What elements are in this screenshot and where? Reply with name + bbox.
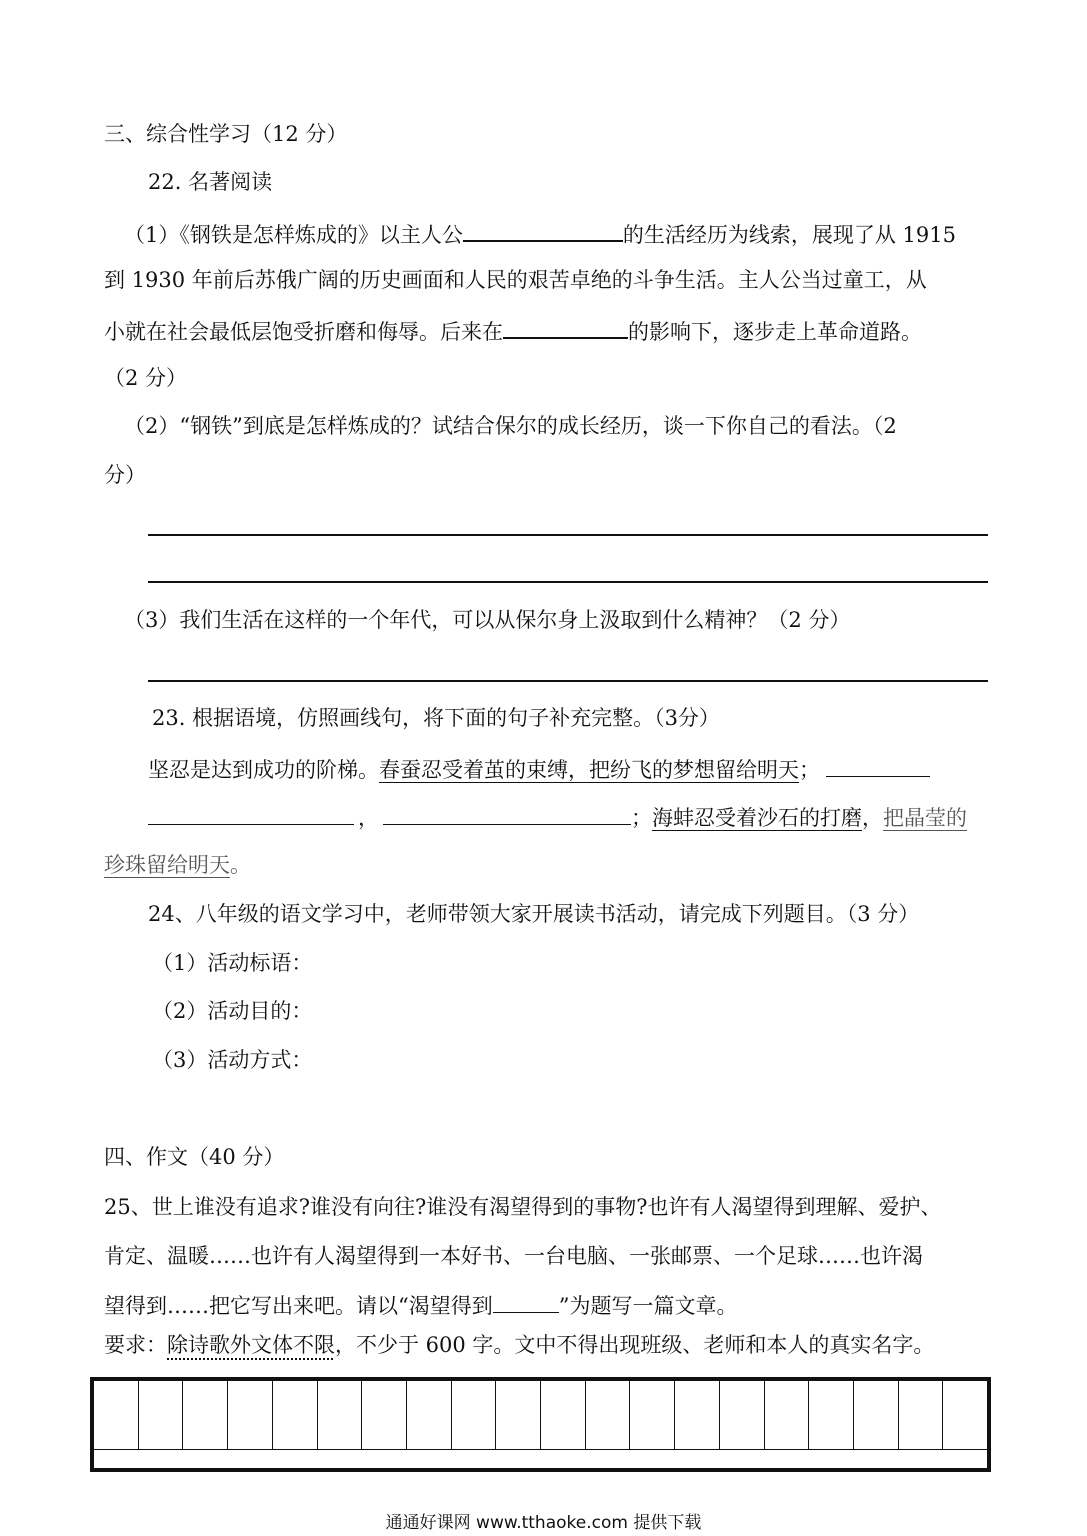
question-25-line-1: 25、世上谁没有追求?谁没有向往?谁没有渴望得到的事物?也许有人渴望得到理解、爱护、 [104, 1195, 942, 1219]
grid-cell[interactable] [362, 1381, 407, 1449]
grid-cell[interactable] [273, 1381, 318, 1449]
composition-grid-row [94, 1381, 987, 1450]
grid-cell[interactable] [854, 1381, 899, 1449]
grid-cell[interactable] [183, 1381, 228, 1449]
question-25-line-3 [104, 1290, 737, 1320]
question-22-part-2-line-1: （2）“钢铁”到底是怎样炼成的？试结合保尔的成长经历，谈一下你自己的看法。（2 [124, 414, 897, 438]
q23-comma-2: ， [862, 806, 883, 830]
q22-p1-text-b: 的生活经历为线索，展现了从 1915 [622, 223, 956, 247]
question-24-item-3: （3）活动方式： [152, 1048, 313, 1072]
q23-semicolon-2: ； [631, 806, 652, 830]
question-22-part-1-line-3 [104, 315, 922, 346]
question-22-part-1-score: （2 分） [104, 366, 188, 390]
page-footer: 通通好课网 www.tthaoke.com 提供下载 [385, 1513, 702, 1533]
q22-p1-text-a: （1）《钢铁是怎样炼成的》以主人公 [124, 223, 463, 247]
grid-cell[interactable] [496, 1381, 541, 1449]
grid-cell[interactable] [318, 1381, 363, 1449]
q23-model-sentence: 春蚕忍受着茧的束缚，把纷飞的梦想留给明天 [379, 758, 799, 782]
question-24-item-1: （1）活动标语： [152, 951, 313, 975]
protagonist-name-blank[interactable] [463, 218, 623, 242]
q25-req-emphasis: 除诗歌外文体不限 [167, 1333, 335, 1357]
question-22-title: 22. 名著阅读 [148, 170, 273, 194]
grid-cell[interactable] [407, 1381, 452, 1449]
q23-semicolon: ； [799, 758, 820, 782]
q23-underlined-3a: 把晶莹的 [883, 806, 967, 830]
q22-p1-line3-b: 的影响下，逐步走上革命道路。 [628, 320, 922, 344]
grid-cell[interactable] [452, 1381, 497, 1449]
grid-cell[interactable] [630, 1381, 675, 1449]
grid-cell[interactable] [94, 1381, 139, 1449]
q25-line3-a: 望得到……把它写出来吧。请以“渴望得到 [104, 1294, 493, 1318]
question-24-title: 24、八年级的语文学习中，老师带领大家开展读书活动，请完成下列题目。（3 分） [148, 902, 920, 926]
grid-cell[interactable] [675, 1381, 720, 1449]
section-4-heading: 四、作文（40 分） [104, 1145, 285, 1169]
grid-cell[interactable] [899, 1381, 944, 1449]
question-23-title: 23. 根据语境，仿照画线句，将下面的句子补充完整。（3分） [152, 706, 720, 730]
grid-cell[interactable] [765, 1381, 810, 1449]
composition-grid[interactable] [90, 1377, 991, 1472]
question-24-item-2: （2）活动目的： [152, 999, 313, 1023]
grid-cell[interactable] [943, 1381, 987, 1449]
q25-req-label: 要求： [104, 1333, 167, 1357]
question-22-part-2-line-2: 分） [104, 463, 146, 487]
q25-req-rest: ，不少于 600 字。文中不得出现班级、老师和本人的真实名字。 [335, 1333, 935, 1357]
q23-blank-1[interactable] [826, 754, 930, 777]
grid-cell[interactable] [541, 1381, 586, 1449]
question-22-part-3: （3）我们生活在这样的一个年代，可以从保尔身上汲取到什么精神？（2 分） [124, 608, 851, 632]
grid-cell[interactable] [809, 1381, 854, 1449]
question-23-line-2 [148, 802, 967, 832]
q23-comma: ， [358, 806, 379, 830]
q23-underlined-2: 海蚌忍受着沙石的打磨 [652, 806, 862, 830]
grid-cell[interactable] [228, 1381, 273, 1449]
answer-line-q22-3[interactable] [148, 680, 988, 682]
grid-cell[interactable] [139, 1381, 184, 1449]
essay-title-blank[interactable] [493, 1290, 559, 1313]
grid-cell[interactable] [720, 1381, 765, 1449]
q25-line3-b: ”为题写一篇文章。 [558, 1294, 738, 1318]
question-23-line-1 [148, 754, 930, 784]
answer-line-q22-2-b[interactable] [148, 581, 988, 583]
section-3-heading: 三、综合性学习（12 分） [104, 122, 348, 146]
q23-blank-2[interactable] [148, 802, 354, 825]
answer-line-q22-2-a[interactable] [148, 534, 988, 536]
q23-underlined-3b: 珍珠留给明天 [104, 853, 230, 877]
question-22-part-1-line-1 [124, 218, 956, 249]
question-22-part-1-line-2: 到 1930 年前后苏俄广阔的历史画面和人民的艰苦卓绝的斗争生活。主人公当过童工，从 [104, 268, 927, 292]
grid-cell[interactable] [586, 1381, 631, 1449]
influence-blank[interactable] [503, 315, 628, 339]
question-25-line-2: 肯定、温暖……也许有人渴望得到一本好书、一台电脑、一张邮票、一个足球……也许渴 [104, 1244, 923, 1268]
question-25-requirements [104, 1331, 934, 1359]
question-23-line-3 [104, 851, 251, 879]
q22-p1-line3-a: 小就在社会最低层饱受折磨和侮辱。后来在 [104, 320, 503, 344]
q23-lead: 坚忍是达到成功的阶梯。 [148, 758, 379, 782]
q23-period: 。 [230, 853, 251, 877]
q23-blank-3[interactable] [383, 802, 631, 825]
